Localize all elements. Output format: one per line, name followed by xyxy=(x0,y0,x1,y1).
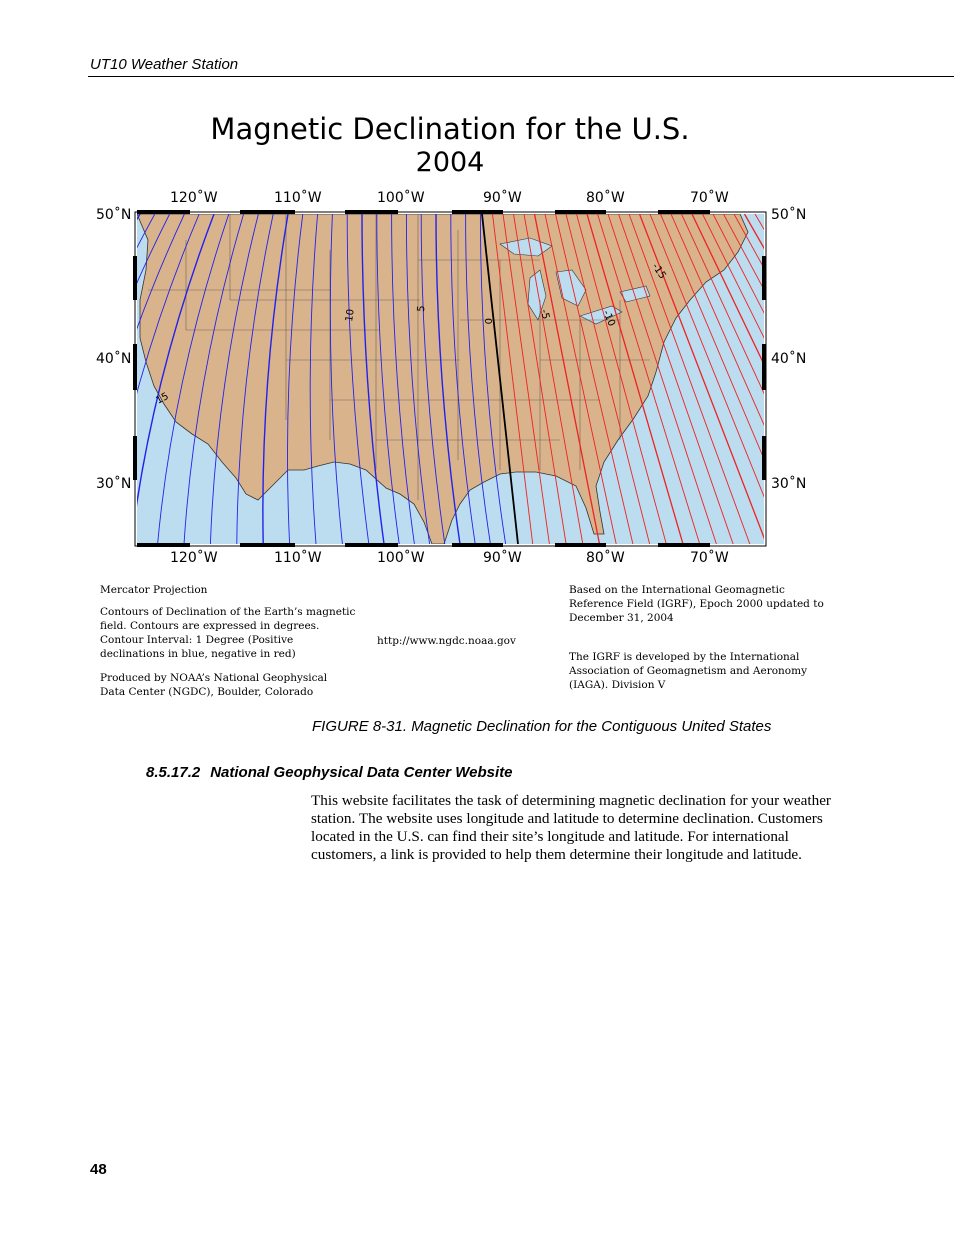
note-iaga: The IGRF is developed by the International Association of Geomagnetism and Aeronomy (IAGA). Division V xyxy=(569,651,808,691)
note-contours: Contours of Declination of the Earth’s magnetic field. Contours are expressed in degrees. Contour Interval: 1 Degree (Positive declinations in blue, negative in red) xyxy=(100,606,356,660)
bottom-lon-label: 100˚W xyxy=(377,550,425,566)
contour-label: -15 xyxy=(649,261,668,282)
frame-bar xyxy=(762,256,766,300)
bottom-lon-label: 90˚W xyxy=(483,550,522,566)
top-lon-label: 80˚W xyxy=(586,190,625,206)
contour-label: 10 xyxy=(344,308,357,323)
note-projection: Mercator Projection xyxy=(100,584,208,596)
ngdc-url[interactable]: http://www.ngdc.noaa.gov xyxy=(377,635,516,647)
bottom-lon-label: 120˚W xyxy=(170,550,218,566)
frame-bar xyxy=(658,543,710,547)
section-title: National Geophysical Data Center Website xyxy=(210,764,513,781)
frame-bar xyxy=(345,210,398,214)
section-number: 8.5.17.2 xyxy=(146,764,201,781)
contour-label: 0 xyxy=(482,318,493,325)
frame-bar xyxy=(137,543,190,547)
frame-bar xyxy=(133,436,137,480)
left-lat-label: 50˚N xyxy=(96,207,132,223)
right-lat-label: 40˚N xyxy=(771,351,807,367)
bottom-lon-label: 80˚W xyxy=(586,550,625,566)
frame-bar xyxy=(555,543,606,547)
frame-bar xyxy=(345,543,398,547)
map-title: Magnetic Declination for the U.S. xyxy=(210,112,690,146)
contour-label: -10 xyxy=(600,308,617,329)
frame-bar xyxy=(555,210,606,214)
top-lon-label: 100˚W xyxy=(377,190,425,206)
contour-line xyxy=(745,214,934,544)
frame-bar xyxy=(762,344,766,390)
left-lat-label: 40˚N xyxy=(96,351,132,367)
contour-label: 15 xyxy=(154,390,171,407)
note-producer: Produced by NOAA’s National Geophysical Data Center (NGDC), Boulder, Colorado xyxy=(100,672,328,698)
frame-bar xyxy=(762,436,766,480)
frame-bar xyxy=(240,543,295,547)
frame-bar xyxy=(137,210,190,214)
figure-caption: FIGURE 8-31. Magnetic Declination for the Contiguous United States xyxy=(312,718,772,735)
top-lon-label: 90˚W xyxy=(483,190,522,206)
frame-bar xyxy=(133,256,137,300)
frame-bar xyxy=(133,344,137,390)
contour-label: 5 xyxy=(416,305,428,313)
frame-bar xyxy=(240,210,295,214)
bottom-lon-label: 110˚W xyxy=(274,550,322,566)
bottom-lon-label: 70˚W xyxy=(690,550,729,566)
top-lon-label: 120˚W xyxy=(170,190,218,206)
section-heading xyxy=(146,764,513,781)
running-header: UT10 Weather Station xyxy=(90,56,239,73)
right-lat-label: 50˚N xyxy=(771,207,807,223)
frame-bar xyxy=(452,210,503,214)
right-lat-label: 30˚N xyxy=(771,476,807,492)
top-lon-label: 70˚W xyxy=(690,190,729,206)
left-lat-label: 30˚N xyxy=(96,476,132,492)
map-year: 2004 xyxy=(415,147,485,178)
frame-bar xyxy=(452,543,503,547)
frame-bar xyxy=(658,210,710,214)
note-igrf: Based on the International Geomagnetic Reference Field (IGRF), Epoch 2000 updated to December 31, 2004 xyxy=(569,584,824,624)
contour-line xyxy=(755,214,950,544)
top-lon-label: 110˚W xyxy=(274,190,322,206)
page-number: 48 xyxy=(90,1161,107,1178)
section-body: This website facilitates the task of determining magnetic declination for your weather station. The website uses longitude and latitude to determine declination. Customers located in the U.S. can find their site’s longitude and latitude. For international customers, a link is provided to help them determine their longitude and latitude. xyxy=(311,792,831,863)
contour-line xyxy=(0,214,140,544)
contour-label: -5 xyxy=(538,308,551,321)
